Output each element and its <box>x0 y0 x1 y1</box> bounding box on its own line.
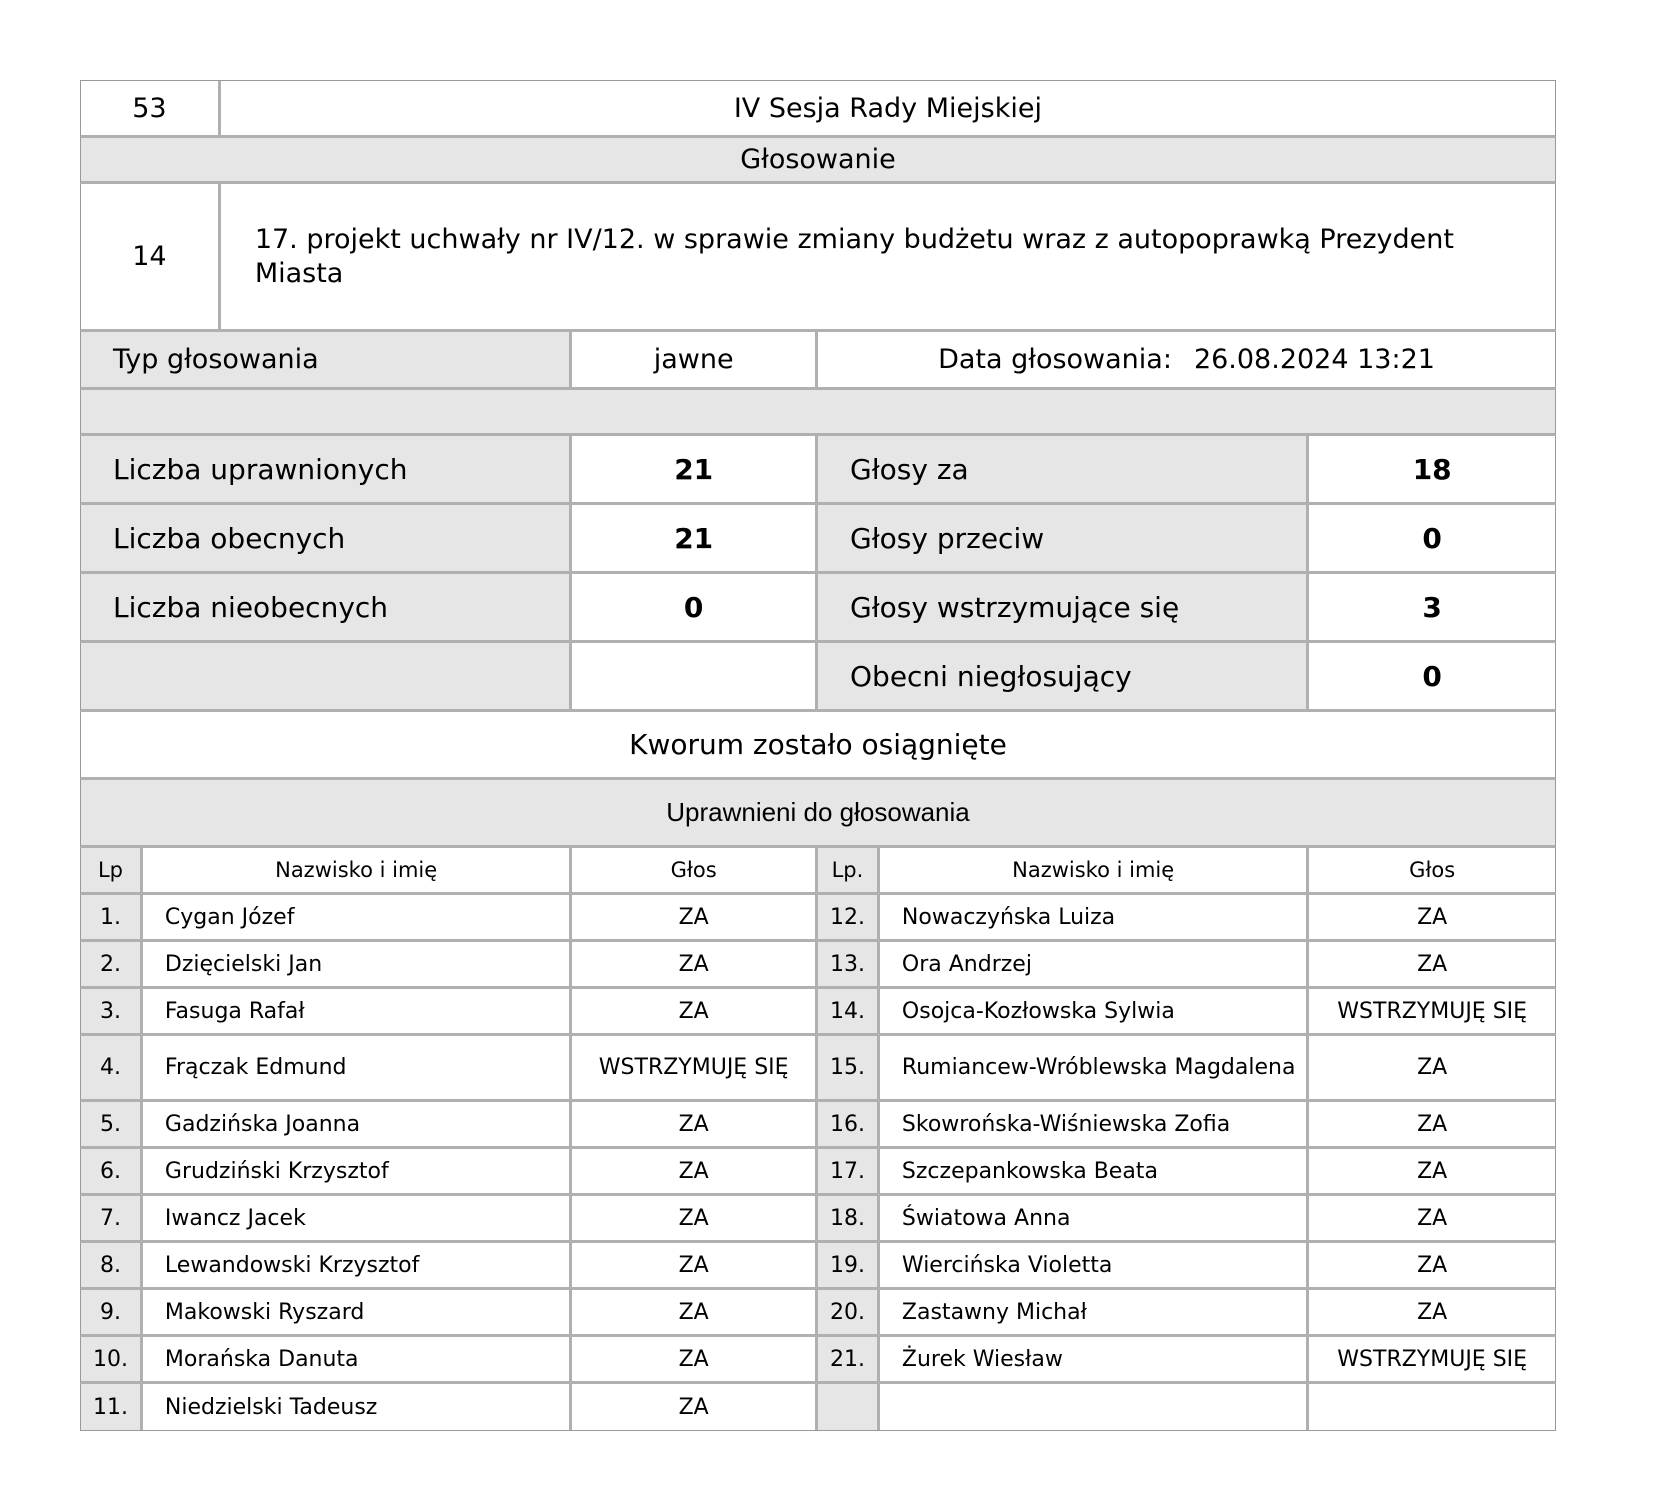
quorum-text: Kworum zostało osiągnięte <box>629 728 1007 761</box>
voter-name: Gadzińska Joanna <box>143 1102 572 1146</box>
voter-name: Niedzielski Tadeusz <box>143 1384 572 1430</box>
voter-name: Światowa Anna <box>880 1196 1309 1240</box>
session-title: IV Sesja Rady Miejskiej <box>733 92 1042 124</box>
voter-lp: 6. <box>81 1149 143 1193</box>
voter-lp: 12. <box>818 895 880 939</box>
session-row <box>80 80 1556 138</box>
voter-name: Zastawny Michał <box>880 1290 1309 1334</box>
voter-vote: ZA <box>1417 951 1448 977</box>
list-title-row <box>80 780 1556 848</box>
stats-row-4 <box>80 643 1556 712</box>
table-row <box>80 895 1556 942</box>
voter-lp: 5. <box>81 1102 143 1146</box>
table-row <box>80 1149 1556 1196</box>
eligible-label: Liczba uprawnionych <box>81 436 572 502</box>
abstain-label: Głosy wstrzymujące się <box>818 574 1309 640</box>
against-label: Głosy przeciw <box>818 505 1309 571</box>
present-value: 21 <box>572 505 818 571</box>
voter-name <box>880 1384 1309 1430</box>
voter-vote: ZA <box>1417 1252 1448 1278</box>
voter-vote: ZA <box>572 895 818 939</box>
item-title: 17. projekt uchwały nr IV/12. w sprawie zmiany budżetu wraz z autopoprawką Prezydent Miasta <box>254 223 1454 289</box>
voter-name: Żurek Wiesław <box>880 1337 1309 1381</box>
voter-vote: ZA <box>1417 1055 1448 1080</box>
col-vote-right: Głos <box>1409 858 1456 882</box>
voter-vote: ZA <box>572 1290 818 1334</box>
absent-label: Liczba nieobecnych <box>81 574 572 640</box>
col-vote-left: Głos <box>572 848 818 892</box>
voter-lp: 10. <box>81 1337 143 1381</box>
table-row <box>80 1337 1556 1384</box>
item-number: 14 <box>81 184 221 329</box>
voter-vote: WSTRZYMUJĘ SIĘ <box>572 1036 818 1099</box>
voting-type-label: Typ głosowania <box>81 332 572 387</box>
col-lp-right: Lp. <box>818 848 880 892</box>
voter-lp: 7. <box>81 1196 143 1240</box>
voter-lp: 18. <box>818 1196 880 1240</box>
against-value: 0 <box>1422 521 1442 555</box>
voter-lp: 19. <box>818 1243 880 1287</box>
voter-vote: ZA <box>1417 1299 1448 1325</box>
voter-vote: ZA <box>1417 904 1448 930</box>
empty-value <box>572 643 818 709</box>
voter-name: Grudziński Krzysztof <box>143 1149 572 1193</box>
voter-name: Makowski Ryszard <box>143 1290 572 1334</box>
quorum-row <box>80 712 1556 780</box>
voting-type-row <box>80 332 1556 390</box>
voter-name: Nowaczyńska Luiza <box>880 895 1309 939</box>
stats-row-2 <box>80 505 1556 574</box>
voter-name: Szczepankowska Beata <box>880 1149 1309 1193</box>
voting-date-value: 26.08.2024 13:21 <box>1193 344 1435 375</box>
present-label: Liczba obecnych <box>81 505 572 571</box>
voter-name: Morańska Danuta <box>143 1337 572 1381</box>
voter-name: Iwancz Jacek <box>143 1196 572 1240</box>
voter-vote: ZA <box>572 942 818 986</box>
for-label: Głosy za <box>818 436 1309 502</box>
section-title-row <box>80 138 1556 184</box>
voter-vote: ZA <box>572 1102 818 1146</box>
table-row <box>80 989 1556 1036</box>
voter-vote: ZA <box>572 1337 818 1381</box>
not-voting-value: 0 <box>1422 659 1442 693</box>
voter-lp: 11. <box>81 1384 143 1430</box>
stats-row-3 <box>80 574 1556 643</box>
voter-lp: 17. <box>818 1149 880 1193</box>
voter-lp <box>818 1384 880 1430</box>
voter-name: Dzięcielski Jan <box>143 942 572 986</box>
voter-vote: WSTRZYMUJĘ SIĘ <box>1337 998 1528 1024</box>
voter-name: Lewandowski Krzysztof <box>143 1243 572 1287</box>
voter-lp: 20. <box>818 1290 880 1334</box>
stats-row-1 <box>80 436 1556 505</box>
voter-lp: 3. <box>81 989 143 1033</box>
voter-lp: 21. <box>818 1337 880 1381</box>
voter-name: Ora Andrzej <box>880 942 1309 986</box>
voter-rows <box>80 895 1556 1431</box>
table-row <box>80 1036 1556 1102</box>
voter-vote: ZA <box>572 1196 818 1240</box>
voter-lp: 2. <box>81 942 143 986</box>
voter-name: Frączak Edmund <box>143 1036 572 1099</box>
table-row <box>80 1290 1556 1337</box>
voter-lp: 14. <box>818 989 880 1033</box>
voting-report <box>80 80 1556 1431</box>
list-title: Uprawnieni do głosowania <box>666 797 970 827</box>
table-header <box>80 848 1556 895</box>
voter-name: Skowrońska-Wiśniewska Zofia <box>880 1102 1309 1146</box>
col-lp-left: Lp <box>81 848 143 892</box>
for-value: 18 <box>1412 452 1452 486</box>
voting-date-label: Data głosowania: <box>938 344 1172 375</box>
section-title: Głosowanie <box>740 144 896 175</box>
voter-lp: 9. <box>81 1290 143 1334</box>
voter-lp: 1. <box>81 895 143 939</box>
voter-name: Rumiancew-Wróblewska Magdalena <box>880 1036 1309 1099</box>
voter-vote: ZA <box>1417 1111 1448 1137</box>
table-row <box>80 1384 1556 1431</box>
voter-lp: 16. <box>818 1102 880 1146</box>
voter-name: Fasuga Rafał <box>143 989 572 1033</box>
abstain-value: 3 <box>1422 590 1442 624</box>
voting-date <box>818 332 1555 387</box>
not-voting-label: Obecni niegłosujący <box>818 643 1309 709</box>
voter-vote: ZA <box>1417 1158 1448 1184</box>
col-name-left: Nazwisko i imię <box>143 848 572 892</box>
voter-vote: ZA <box>572 989 818 1033</box>
absent-value: 0 <box>572 574 818 640</box>
voter-name: Wiercińska Violetta <box>880 1243 1309 1287</box>
voting-type-value: jawne <box>572 332 818 387</box>
voter-lp: 13. <box>818 942 880 986</box>
voter-lp: 8. <box>81 1243 143 1287</box>
table-row <box>80 1196 1556 1243</box>
session-number: 53 <box>81 81 221 135</box>
table-row <box>80 1243 1556 1290</box>
col-name-right: Nazwisko i imię <box>880 848 1309 892</box>
table-row <box>80 942 1556 989</box>
empty-label <box>81 643 572 709</box>
voter-vote <box>1309 1384 1555 1430</box>
voter-lp: 15. <box>818 1036 880 1099</box>
item-row <box>80 184 1556 332</box>
voter-vote: ZA <box>1417 1205 1448 1231</box>
voter-vote: ZA <box>572 1243 818 1287</box>
voter-name: Osojca-Kozłowska Sylwia <box>880 989 1309 1033</box>
voter-vote: ZA <box>572 1149 818 1193</box>
voter-vote: ZA <box>572 1384 818 1430</box>
voter-name: Cygan Józef <box>143 895 572 939</box>
eligible-value: 21 <box>572 436 818 502</box>
table-row <box>80 1102 1556 1149</box>
spacer-row <box>80 390 1556 436</box>
voter-vote: WSTRZYMUJĘ SIĘ <box>1337 1346 1528 1372</box>
voter-lp: 4. <box>81 1036 143 1099</box>
